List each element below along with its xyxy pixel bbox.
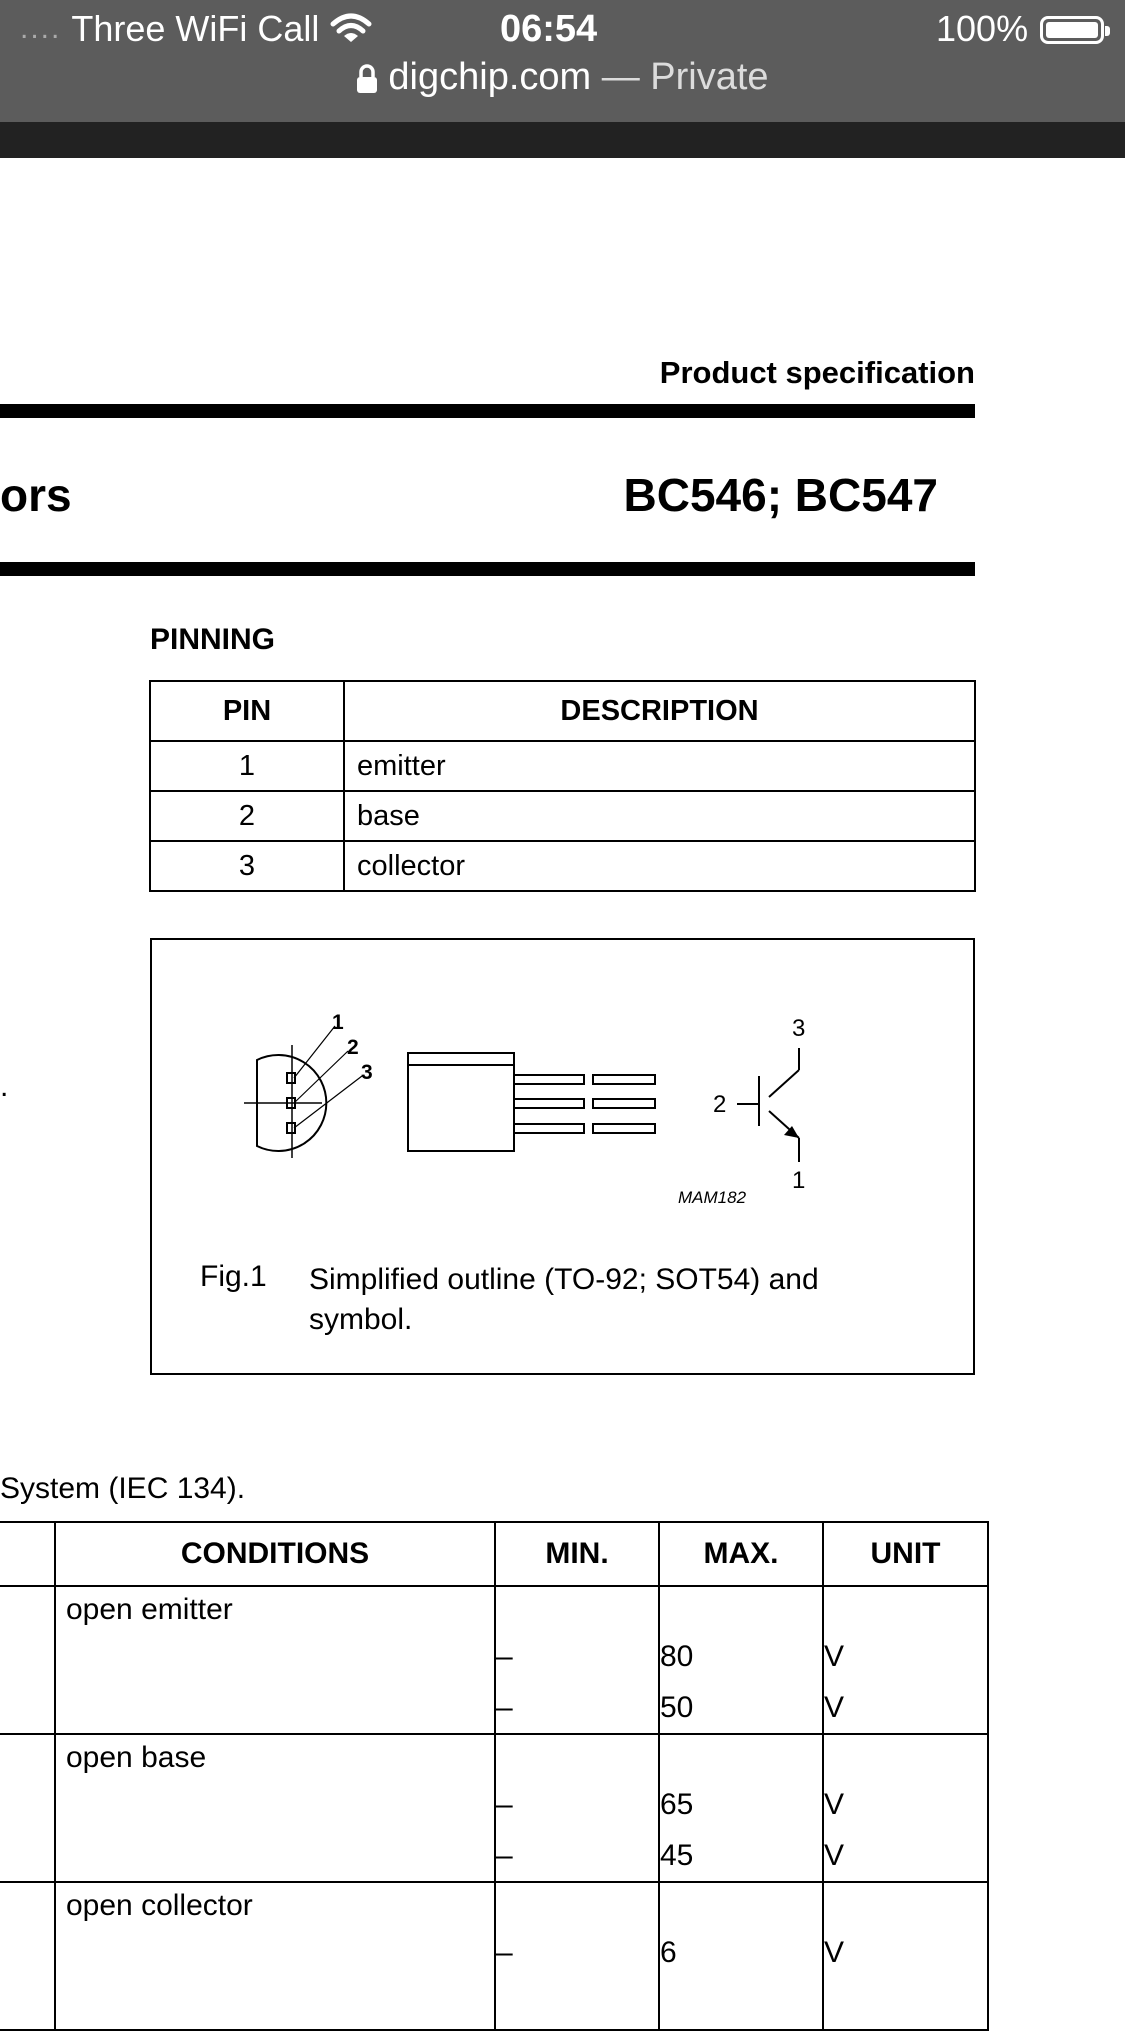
- note-text: System (IEC 134).: [0, 1472, 246, 1505]
- wifi-icon: [329, 12, 373, 46]
- url-domain: digchip.com: [388, 56, 592, 98]
- max-column-header: MAX.: [659, 1522, 823, 1586]
- condition-cell: open collector: [55, 1882, 495, 2030]
- min-value: –: [496, 1788, 513, 1821]
- unit-value: V: [824, 1640, 845, 1673]
- max-value: 65: [660, 1788, 694, 1821]
- parameter-column-header: [0, 1522, 55, 1586]
- max-value: 80: [660, 1640, 694, 1673]
- max-value: 6: [660, 1936, 677, 1969]
- header-rule-bottom: [0, 562, 975, 576]
- symbol-pin-3-label: 3: [792, 1015, 806, 1042]
- min-value: –: [496, 1839, 513, 1872]
- to92-bottom-view: [244, 1026, 362, 1158]
- doc-title-left: ors: [0, 469, 72, 521]
- pin-column-header: PIN: [150, 681, 344, 741]
- unit-cell: [823, 1586, 988, 1734]
- min-column-header: MIN.: [495, 1522, 659, 1586]
- condition-cell: open base: [55, 1734, 495, 1882]
- parameter-cell: [0, 1734, 55, 1882]
- header-rule-top: [0, 404, 975, 418]
- characteristics-table: [0, 1521, 989, 2031]
- browser-status-bar: [0, 0, 1125, 122]
- min-cell: [495, 1882, 659, 2030]
- outline-pin-1-label: 1: [332, 1011, 344, 1034]
- pinning-header-row: [150, 681, 975, 741]
- battery-icon: [1040, 16, 1104, 44]
- table-row: [150, 841, 975, 891]
- min-cell: [495, 1586, 659, 1734]
- battery-percent: 100%: [936, 8, 1029, 49]
- unit-cell: [823, 1734, 988, 1882]
- unit-column-header: UNIT: [823, 1522, 988, 1586]
- max-value: 45: [660, 1839, 694, 1872]
- pinning-heading: PINNING: [150, 623, 276, 656]
- unit-value: V: [824, 1788, 845, 1821]
- table-row: [0, 1586, 988, 1734]
- min-value: –: [496, 1640, 513, 1673]
- outline-pin-3-label: 3: [361, 1061, 373, 1084]
- max-value: 50: [660, 1691, 694, 1724]
- max-cell: [659, 1882, 823, 2030]
- doc-title-right: BC546; BC547: [623, 469, 938, 521]
- unit-value: V: [824, 1936, 845, 1969]
- min-value: –: [496, 1691, 513, 1724]
- unit-value: V: [824, 1839, 845, 1872]
- condition-cell: open emitter: [55, 1586, 495, 1734]
- figure-number: Fig.1: [200, 1260, 267, 1293]
- pin-number: 1: [150, 741, 344, 791]
- characteristics-header-row: [0, 1522, 988, 1586]
- carrier-status: [20, 8, 373, 50]
- url-bar[interactable]: [0, 56, 1125, 99]
- max-cell: [659, 1586, 823, 1734]
- outline-pin-2-label: 2: [347, 1036, 359, 1059]
- table-row: [150, 791, 975, 841]
- lock-icon: [356, 64, 378, 94]
- private-mode-label: Private: [650, 56, 769, 98]
- max-cell: [659, 1734, 823, 1882]
- pin-number: 2: [150, 791, 344, 841]
- symbol-pin-2-label: 2: [713, 1091, 727, 1118]
- min-cell: [495, 1734, 659, 1882]
- pin-description: collector: [344, 841, 975, 891]
- browser-toolbar-strip: [0, 122, 1125, 158]
- parameter-cell: [0, 1586, 55, 1734]
- carrier-name: Three WiFi Call: [71, 8, 320, 49]
- description-column-header: DESCRIPTION: [344, 681, 975, 741]
- signal-strength-icon: ....: [20, 12, 62, 45]
- unit-cell: [823, 1882, 988, 2030]
- left-margin-mark: .: [0, 1070, 9, 1103]
- conditions-column-header: CONDITIONS: [55, 1522, 495, 1586]
- pin-description: base: [344, 791, 975, 841]
- pinning-table: [149, 680, 976, 892]
- battery-nub: [1105, 26, 1110, 36]
- doc-header-label: Product specification: [659, 355, 975, 390]
- pin-description: emitter: [344, 741, 975, 791]
- battery-fill: [1046, 22, 1098, 38]
- min-value: –: [496, 1936, 513, 1969]
- parameter-cell: [0, 1882, 55, 2030]
- figure-code: MAM182: [678, 1188, 747, 1207]
- symbol-pin-1-label: 1: [792, 1167, 806, 1194]
- table-row: [150, 741, 975, 791]
- table-row: [0, 1734, 988, 1882]
- to92-side-view: [408, 1053, 655, 1151]
- unit-value: V: [824, 1691, 845, 1724]
- transistor-symbol: [737, 1048, 799, 1162]
- figure-caption: Simplified outline (TO-92; SOT54) and symbol.: [309, 1263, 819, 1336]
- pin-number: 3: [150, 841, 344, 891]
- url-separator: —: [591, 56, 651, 98]
- table-row: [0, 1882, 988, 2030]
- figure-box: [150, 938, 975, 1375]
- clock: 06:54: [500, 8, 598, 50]
